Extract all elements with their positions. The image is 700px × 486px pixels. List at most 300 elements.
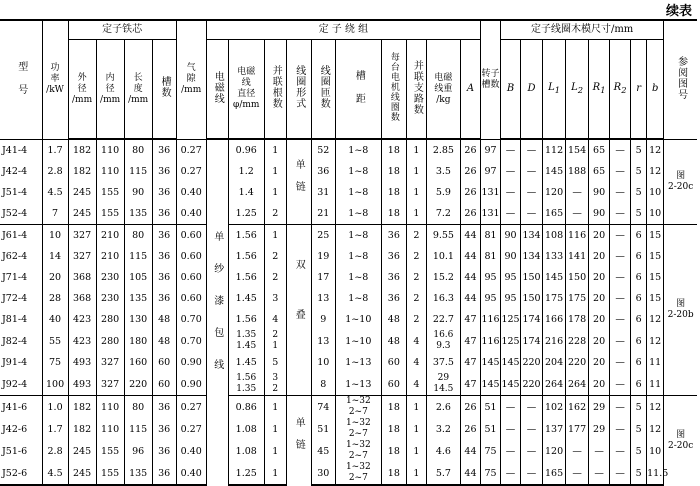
cell-L2: 264 bbox=[566, 373, 589, 396]
cell-B: — bbox=[501, 203, 521, 225]
header-r: r bbox=[631, 40, 647, 140]
cell-coils: 48 bbox=[381, 330, 406, 352]
cell-D: — bbox=[521, 462, 543, 485]
continued-label: 续表 bbox=[665, 4, 692, 19]
cell-turns: 25 bbox=[311, 225, 335, 247]
cell-weight: 3.5 bbox=[426, 161, 460, 182]
cell-od: 182 bbox=[68, 418, 96, 440]
cell-power: 7 bbox=[42, 203, 68, 225]
cell-A: 75 bbox=[481, 440, 501, 462]
cell-rotor-slots: 47 bbox=[460, 330, 480, 352]
cell-B: 90 bbox=[501, 225, 521, 247]
cell-parallel: 1 bbox=[264, 161, 286, 182]
cell-power: 14 bbox=[42, 246, 68, 267]
cell-length: 135 bbox=[124, 203, 152, 225]
cell-rotor-slots: 26 bbox=[460, 418, 480, 440]
cell-L2: — bbox=[566, 203, 589, 225]
cell-id: 155 bbox=[96, 203, 124, 225]
cell-slots: 48 bbox=[152, 309, 176, 330]
cell-od: 423 bbox=[68, 309, 96, 330]
cell-D: 174 bbox=[521, 330, 543, 352]
cell-r: 5 bbox=[631, 182, 647, 203]
header-length: 长 度 /mm bbox=[124, 40, 152, 140]
cell-slots: 60 bbox=[152, 373, 176, 396]
cell-ref: 图 2-20c bbox=[664, 139, 697, 225]
cell-gap: 0.70 bbox=[176, 309, 206, 330]
cell-rotor-slots: 44 bbox=[460, 267, 480, 288]
header-R1: $R_1$ bbox=[589, 40, 610, 140]
cell-model: J42-6 bbox=[2, 423, 28, 435]
cell-L1: 165 bbox=[543, 203, 566, 225]
cell-od: 493 bbox=[68, 352, 96, 373]
cell-wire-dia: 1.45 bbox=[228, 352, 264, 373]
cell-coils: 18 bbox=[381, 462, 406, 485]
header-coil-form: 线圈形式 bbox=[286, 40, 311, 140]
cell-pitch: 1~8 bbox=[335, 225, 381, 247]
cell-coils: 18 bbox=[381, 139, 406, 161]
cell-R2: — bbox=[610, 330, 631, 352]
cell-gap: 0.27 bbox=[176, 139, 206, 161]
cell-slots: 36 bbox=[152, 267, 176, 288]
header-wire-dia: 电磁 线 直径 φ/mm bbox=[228, 40, 264, 140]
cell-pitch: 1~8 bbox=[335, 267, 381, 288]
cell-b: 12 bbox=[647, 418, 664, 440]
cell-id: 155 bbox=[96, 440, 124, 462]
cell-gap: 0.27 bbox=[176, 161, 206, 182]
cell-length: 80 bbox=[124, 225, 152, 247]
cell-id: 110 bbox=[96, 139, 124, 161]
header-parallel: 并联根数 bbox=[264, 40, 286, 140]
cell-R1: 20 bbox=[589, 246, 610, 267]
cell-id: 280 bbox=[96, 309, 124, 330]
cell-rotor-slots: 26 bbox=[460, 139, 480, 161]
cell-B: 145 bbox=[501, 352, 521, 373]
cell-turns: 19 bbox=[311, 246, 335, 267]
cell-power: 2.8 bbox=[42, 161, 68, 182]
cell-wire-dia: 1.2 bbox=[228, 161, 264, 182]
cell-parallel: 1 bbox=[264, 418, 286, 440]
cell-R2: — bbox=[610, 161, 631, 182]
cell-turns: 13 bbox=[311, 330, 335, 352]
cell-D: — bbox=[521, 396, 543, 419]
cell-B: — bbox=[501, 418, 521, 440]
cell-L1: 216 bbox=[543, 330, 566, 352]
cell-branches: 1 bbox=[406, 418, 426, 440]
cell-model: J51-4 bbox=[2, 187, 28, 198]
cell-gap: 0.27 bbox=[176, 396, 206, 419]
cell-B: 125 bbox=[501, 309, 521, 330]
cell-id: 327 bbox=[96, 373, 124, 396]
cell-coils: 36 bbox=[381, 267, 406, 288]
cell-R2: — bbox=[610, 246, 631, 267]
cell-R2: — bbox=[610, 309, 631, 330]
cell-rotor-slots: 47 bbox=[460, 309, 480, 330]
cell-wire-type: 单纱漆包线 bbox=[206, 139, 228, 485]
header-slots: 槽数 bbox=[152, 40, 176, 140]
cell-od: 327 bbox=[68, 246, 96, 267]
cell-r: 6 bbox=[631, 309, 647, 330]
cell-id: 110 bbox=[96, 418, 124, 440]
cell-rotor-slots: 44 bbox=[460, 246, 480, 267]
cell-slots: 36 bbox=[152, 182, 176, 203]
cell-weight: 10.1 bbox=[426, 246, 460, 267]
cell-A: 95 bbox=[481, 267, 501, 288]
cell-L1: 165 bbox=[543, 462, 566, 485]
cell-pitch: 1~32 2~7 bbox=[335, 418, 381, 440]
cell-pitch: 1~32 2~7 bbox=[335, 462, 381, 485]
cell-B: 90 bbox=[501, 246, 521, 267]
cell-wire-dia: 1.4 bbox=[228, 182, 264, 203]
header-ref: 参阅图号 bbox=[664, 20, 697, 139]
cell-parallel: 1 bbox=[264, 462, 286, 485]
cell-slots: 36 bbox=[152, 246, 176, 267]
group-core: 定子铁芯 bbox=[68, 20, 176, 40]
cell-slots: 36 bbox=[152, 203, 176, 225]
cell-R2: — bbox=[610, 203, 631, 225]
cell-parallel: 1 bbox=[264, 139, 286, 161]
cell-L2: 150 bbox=[566, 267, 589, 288]
cell-id: 327 bbox=[96, 352, 124, 373]
cell-R2: — bbox=[610, 182, 631, 203]
cell-model: J71-4 bbox=[2, 272, 28, 283]
cell-b: 15 bbox=[647, 288, 664, 309]
cell-rotor-slots: 44 bbox=[460, 225, 480, 247]
cell-A: 81 bbox=[481, 225, 501, 247]
cell-weight: 37.5 bbox=[426, 352, 460, 373]
cell-L1: 108 bbox=[543, 225, 566, 247]
cell-wire-dia: 1.56 bbox=[228, 225, 264, 247]
cell-A: 97 bbox=[481, 139, 501, 161]
cell-coil-form: 双叠 bbox=[286, 225, 311, 396]
cell-power: 75 bbox=[42, 352, 68, 373]
cell-B: — bbox=[501, 182, 521, 203]
cell-branches: 1 bbox=[406, 139, 426, 161]
header-weight: 电磁 线重 /kg bbox=[426, 40, 460, 140]
cell-turns: 30 bbox=[311, 462, 335, 485]
cell-model: J42-4 bbox=[2, 166, 28, 177]
cell-R2: — bbox=[610, 225, 631, 247]
table-body bbox=[0, 139, 697, 485]
cell-D: — bbox=[521, 203, 543, 225]
cell-L2: — bbox=[566, 462, 589, 485]
cell-wire-dia: 1.56 bbox=[228, 246, 264, 267]
cell-coils: 60 bbox=[381, 373, 406, 396]
cell-rotor-slots: 47 bbox=[460, 352, 480, 373]
cell-turns: 31 bbox=[311, 182, 335, 203]
cell-length: 115 bbox=[124, 161, 152, 182]
cell-gap: 0.40 bbox=[176, 203, 206, 225]
table-row bbox=[0, 225, 697, 247]
cell-R2: — bbox=[610, 440, 631, 462]
cell-pitch: 1~8 bbox=[335, 139, 381, 161]
cell-length: 80 bbox=[124, 396, 152, 419]
cell-length: 90 bbox=[124, 182, 152, 203]
cell-slots: 36 bbox=[152, 396, 176, 419]
cell-od: 245 bbox=[68, 203, 96, 225]
cell-r: 5 bbox=[631, 161, 647, 182]
cell-L2: 178 bbox=[566, 309, 589, 330]
cell-A: 145 bbox=[481, 352, 501, 373]
cell-length: 115 bbox=[124, 246, 152, 267]
header-rotor-slots: 转子 槽数 bbox=[481, 20, 501, 139]
cell-weight: 5.7 bbox=[426, 462, 460, 485]
cell-weight: 4.6 bbox=[426, 440, 460, 462]
cell-power: 10 bbox=[42, 225, 68, 247]
cell-B: — bbox=[501, 440, 521, 462]
cell-model: J61-4 bbox=[0, 225, 42, 247]
cell-B: — bbox=[501, 139, 521, 161]
header-power: 功 率 /kW bbox=[42, 20, 68, 139]
cell-rotor-slots: 26 bbox=[460, 182, 480, 203]
table-row bbox=[0, 396, 697, 419]
cell-D: 174 bbox=[521, 309, 543, 330]
cell-ref: 图 2-20b bbox=[664, 225, 697, 396]
cell-L2: 175 bbox=[566, 288, 589, 309]
cell-branches: 4 bbox=[406, 352, 426, 373]
cell-L2: 141 bbox=[566, 246, 589, 267]
cell-power: 1.0 bbox=[42, 396, 68, 419]
cell-rotor-slots: 44 bbox=[460, 462, 480, 485]
cell-coils: 18 bbox=[381, 396, 406, 419]
header-B: B bbox=[501, 40, 521, 140]
cell-R1: 20 bbox=[589, 225, 610, 247]
cell-L2: 228 bbox=[566, 330, 589, 352]
cell-wire-dia: 0.86 bbox=[228, 396, 264, 419]
table-row bbox=[0, 161, 697, 182]
cell-model: J62-4 bbox=[2, 251, 28, 262]
cell-weight: 15.2 bbox=[426, 267, 460, 288]
cell-rotor-slots: 26 bbox=[460, 203, 480, 225]
cell-weight: 29 14.5 bbox=[426, 373, 460, 396]
cell-L1: 137 bbox=[543, 418, 566, 440]
cell-od: 182 bbox=[68, 396, 96, 419]
cell-coils: 48 bbox=[381, 309, 406, 330]
cell-D: — bbox=[521, 182, 543, 203]
table-row bbox=[0, 330, 697, 352]
cell-L1: 264 bbox=[543, 373, 566, 396]
cell-id: 210 bbox=[96, 225, 124, 247]
cell-branches: 1 bbox=[406, 203, 426, 225]
cell-D: — bbox=[521, 418, 543, 440]
table-row bbox=[0, 418, 697, 440]
cell-R2: — bbox=[610, 288, 631, 309]
cell-wire-dia: 1.25 bbox=[228, 462, 264, 485]
cell-B: 95 bbox=[501, 267, 521, 288]
cell-weight: 16.6 9.3 bbox=[426, 330, 460, 352]
header-branches: 并联支路数 bbox=[406, 40, 426, 140]
cell-B: — bbox=[501, 396, 521, 419]
cell-slots: 36 bbox=[152, 225, 176, 247]
cell-b: 11 bbox=[647, 352, 664, 373]
cell-B: — bbox=[501, 161, 521, 182]
cell-rotor-slots: 26 bbox=[460, 396, 480, 419]
cell-coils: 18 bbox=[381, 418, 406, 440]
cell-parallel: 4 bbox=[264, 309, 286, 330]
cell-L1: 120 bbox=[543, 182, 566, 203]
cell-B: 95 bbox=[501, 288, 521, 309]
cell-power: 1.7 bbox=[42, 418, 68, 440]
cell-b: 10 bbox=[647, 203, 664, 225]
cell-gap: 0.90 bbox=[176, 373, 206, 396]
group-mold: 定子线圈木模尺寸/mm bbox=[501, 20, 664, 40]
cell-L1: 145 bbox=[543, 161, 566, 182]
header-L2: $L_2$ bbox=[566, 40, 589, 140]
cell-slots: 36 bbox=[152, 161, 176, 182]
cell-coils: 36 bbox=[381, 288, 406, 309]
cell-L1: 112 bbox=[543, 139, 566, 161]
cell-turns: 9 bbox=[311, 309, 335, 330]
header-wire-type: 电磁线 bbox=[206, 40, 228, 140]
table-row bbox=[0, 462, 697, 485]
cell-od: 245 bbox=[68, 462, 96, 485]
header-R2: $R_2$ bbox=[610, 40, 631, 140]
table-row bbox=[0, 267, 697, 288]
cell-turns: 45 bbox=[311, 440, 335, 462]
cell-coils: 18 bbox=[381, 203, 406, 225]
cell-id: 155 bbox=[96, 462, 124, 485]
cell-model: J92-4 bbox=[2, 378, 28, 390]
cell-od: 368 bbox=[68, 267, 96, 288]
cell-model: J41-6 bbox=[0, 396, 42, 419]
cell-L2: 188 bbox=[566, 161, 589, 182]
cell-length: 130 bbox=[124, 309, 152, 330]
cell-b: 12 bbox=[647, 396, 664, 419]
cell-gap: 0.90 bbox=[176, 352, 206, 373]
cell-pitch: 1~32 2~7 bbox=[335, 396, 381, 419]
cell-turns: 13 bbox=[311, 288, 335, 309]
header-od: 外 径 /mm bbox=[68, 40, 96, 140]
cell-slots: 36 bbox=[152, 462, 176, 485]
cell-power: 20 bbox=[42, 267, 68, 288]
cell-gap: 0.60 bbox=[176, 246, 206, 267]
cell-A: 131 bbox=[481, 182, 501, 203]
cell-B: 125 bbox=[501, 330, 521, 352]
cell-L1: 204 bbox=[543, 352, 566, 373]
cell-pitch: 1~8 bbox=[335, 161, 381, 182]
cell-branches: 1 bbox=[406, 440, 426, 462]
cell-r: 6 bbox=[631, 352, 647, 373]
cell-pitch: 1~13 bbox=[335, 373, 381, 396]
cell-length: 135 bbox=[124, 288, 152, 309]
cell-L1: 120 bbox=[543, 440, 566, 462]
cell-A: 116 bbox=[481, 309, 501, 330]
cell-b: 15 bbox=[647, 225, 664, 247]
cell-pitch: 1~32 2~7 bbox=[335, 440, 381, 462]
cell-parallel: 1 bbox=[264, 182, 286, 203]
cell-R1: 29 bbox=[589, 418, 610, 440]
table-row bbox=[0, 440, 697, 462]
cell-L1: 102 bbox=[543, 396, 566, 419]
header-coils: 每台电机线圈数 bbox=[381, 40, 406, 140]
cell-gap: 0.40 bbox=[176, 182, 206, 203]
cell-branches: 1 bbox=[406, 161, 426, 182]
cell-gap: 0.40 bbox=[176, 462, 206, 485]
cell-parallel: 5 bbox=[264, 352, 286, 373]
cell-wire-dia: 1.56 1.35 bbox=[228, 373, 264, 396]
cell-R1: 20 bbox=[589, 330, 610, 352]
cell-length: 80 bbox=[124, 139, 152, 161]
cell-R1: — bbox=[589, 462, 610, 485]
cell-coils: 36 bbox=[381, 225, 406, 247]
table-row bbox=[0, 182, 697, 203]
cell-B: — bbox=[501, 462, 521, 485]
cell-R1: 20 bbox=[589, 267, 610, 288]
cell-b: 12 bbox=[647, 161, 664, 182]
cell-id: 210 bbox=[96, 246, 124, 267]
cell-r: 6 bbox=[631, 373, 647, 396]
cell-R1: 29 bbox=[589, 396, 610, 419]
cell-r: 6 bbox=[631, 288, 647, 309]
cell-model: J72-4 bbox=[2, 293, 28, 304]
cell-weight: 9.55 bbox=[426, 225, 460, 247]
cell-parallel: 1 bbox=[264, 440, 286, 462]
cell-R1: 20 bbox=[589, 288, 610, 309]
cell-L1: 166 bbox=[543, 309, 566, 330]
cell-R2: — bbox=[610, 267, 631, 288]
cell-weight: 5.9 bbox=[426, 182, 460, 203]
cell-od: 245 bbox=[68, 182, 96, 203]
cell-od: 368 bbox=[68, 288, 96, 309]
cell-coil-form: 单链 bbox=[286, 396, 311, 486]
cell-b: 15 bbox=[647, 246, 664, 267]
cell-length: 96 bbox=[124, 440, 152, 462]
cell-D: 220 bbox=[521, 373, 543, 396]
cell-turns: 10 bbox=[311, 352, 335, 373]
cell-coils: 18 bbox=[381, 440, 406, 462]
cell-wire-dia: 1.56 bbox=[228, 309, 264, 330]
cell-id: 230 bbox=[96, 288, 124, 309]
cell-R2: — bbox=[610, 352, 631, 373]
cell-A: 51 bbox=[481, 418, 501, 440]
cell-slots: 48 bbox=[152, 330, 176, 352]
cell-power: 4.5 bbox=[42, 182, 68, 203]
cell-b: 12 bbox=[647, 330, 664, 352]
cell-R1: 20 bbox=[589, 309, 610, 330]
cell-power: 28 bbox=[42, 288, 68, 309]
cell-pitch: 1~8 bbox=[335, 288, 381, 309]
cell-weight: 2.6 bbox=[426, 396, 460, 419]
cell-b: 15 bbox=[647, 267, 664, 288]
cell-gap: 0.60 bbox=[176, 267, 206, 288]
cell-branches: 4 bbox=[406, 330, 426, 352]
cell-A: 97 bbox=[481, 161, 501, 182]
cell-R2: — bbox=[610, 373, 631, 396]
cell-D: 134 bbox=[521, 246, 543, 267]
cell-parallel: 3 2 bbox=[264, 373, 286, 396]
table-row bbox=[0, 309, 697, 330]
cell-wire-dia: 0.96 bbox=[228, 139, 264, 161]
cell-length: 105 bbox=[124, 267, 152, 288]
cell-od: 182 bbox=[68, 139, 96, 161]
cell-gap: 0.70 bbox=[176, 330, 206, 352]
cell-model: J52-4 bbox=[2, 208, 28, 219]
cell-slots: 36 bbox=[152, 139, 176, 161]
cell-weight: 16.3 bbox=[426, 288, 460, 309]
cell-A: 131 bbox=[481, 203, 501, 225]
cell-branches: 2 bbox=[406, 225, 426, 247]
cell-D: 150 bbox=[521, 288, 543, 309]
cell-turns: 74 bbox=[311, 396, 335, 419]
cell-pitch: 1~8 bbox=[335, 246, 381, 267]
cell-b: 12 bbox=[647, 139, 664, 161]
cell-parallel: 3 bbox=[264, 288, 286, 309]
cell-parallel: 1 bbox=[264, 396, 286, 419]
table-row bbox=[0, 373, 697, 396]
cell-branches: 4 bbox=[406, 373, 426, 396]
cell-id: 155 bbox=[96, 182, 124, 203]
cell-power: 1.7 bbox=[42, 139, 68, 161]
cell-weight: 2.85 bbox=[426, 139, 460, 161]
